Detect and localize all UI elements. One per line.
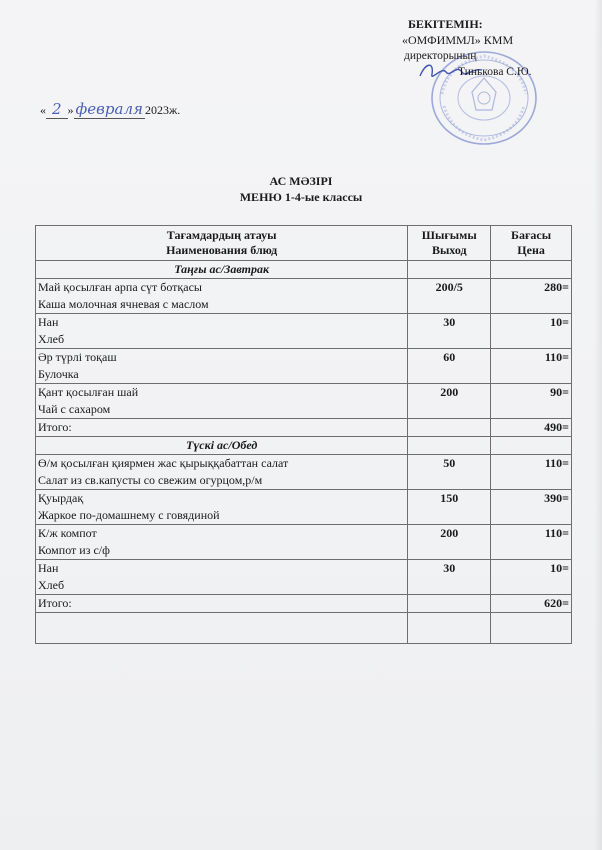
paper-edge-shadow (594, 0, 602, 850)
dish-name-cell (36, 279, 408, 314)
total-label: Итого: (36, 419, 408, 437)
empty-cell (408, 419, 491, 437)
section-title-lunch: Түскі ас/Обед (36, 437, 408, 455)
header-output (408, 226, 491, 261)
dish-output: 30 (408, 314, 491, 349)
dish-name-cell (36, 525, 408, 560)
approval-director-name: Тинькова С.Ю. (458, 66, 532, 78)
total-label: Итого: (36, 595, 408, 613)
total-row-lunch (36, 595, 572, 613)
table-row (36, 525, 572, 560)
total-value: 490= (491, 419, 572, 437)
dish-price: 110= (491, 525, 572, 560)
dish-name-cell (36, 384, 408, 419)
document-date (40, 100, 180, 119)
dish-price: 110= (491, 455, 572, 490)
dish-price: 390= (491, 490, 572, 525)
approval-title: БЕКІТЕМІН: (408, 17, 483, 31)
dish-output: 30 (408, 560, 491, 595)
date-day: 2 (46, 100, 68, 119)
header-dish-name-kz: Тағамдардың атауы (166, 228, 277, 242)
dish-name-kz: Қуырдақ (38, 491, 84, 505)
menu-title-kz: АС МӘЗІРІ (269, 174, 333, 188)
section-title-breakfast: Таңғы ас/Завтрак (36, 261, 408, 279)
header-price-kz: Бағасы (511, 228, 552, 242)
dish-name-ru: Хлеб (38, 578, 65, 592)
dish-name-ru: Булочка (38, 367, 79, 381)
menu-title-ru: МЕНЮ 1-4-ые классы (239, 190, 363, 204)
empty-cell (408, 613, 491, 644)
dish-name-cell (36, 455, 408, 490)
table-header-row (36, 226, 572, 261)
approval-organization: «ОМФИММЛ» КММ (402, 33, 514, 47)
dish-output: 200 (408, 525, 491, 560)
dish-name-kz: Нан (38, 561, 59, 575)
header-dish-name-ru: Наименования блюд (166, 243, 278, 257)
header-output-kz: Шығымы (421, 228, 477, 242)
section-row-lunch (36, 437, 572, 455)
table-row (36, 560, 572, 595)
dish-name-ru: Жаркое по-домашнему с говядиной (38, 508, 220, 522)
table-row (36, 314, 572, 349)
table-row (36, 455, 572, 490)
date-close-quote: » (67, 103, 74, 117)
header-price-ru: Цена (517, 243, 545, 257)
dish-price: 90= (491, 384, 572, 419)
dish-name-cell (36, 490, 408, 525)
empty-cell (408, 437, 491, 455)
total-value: 620= (491, 595, 572, 613)
dish-price: 10= (491, 560, 572, 595)
section-row-breakfast (36, 261, 572, 279)
approval-block (402, 16, 592, 80)
dish-name-kz: К/ж компот (38, 526, 97, 540)
dish-name-ru: Каша молочная ячневая с маслом (38, 297, 209, 311)
total-row-breakfast (36, 419, 572, 437)
dish-output: 150 (408, 490, 491, 525)
dish-name-kz: Қант қосылған шай (38, 385, 139, 399)
dish-name-kz: Нан (38, 315, 59, 329)
dish-name-ru: Хлеб (38, 332, 65, 346)
empty-cell (36, 613, 408, 644)
date-month: февраля (75, 100, 143, 118)
dish-name-kz: Май қосылған арпа сүт ботқасы (38, 280, 202, 294)
menu-table (35, 225, 572, 644)
empty-cell (491, 437, 572, 455)
dish-name-kz: Әр түрлі тоқаш (38, 350, 117, 364)
table-row (36, 490, 572, 525)
empty-cell (408, 595, 491, 613)
dish-name-cell (36, 314, 408, 349)
dish-output: 60 (408, 349, 491, 384)
dish-name-ru: Компот из с/ф (38, 543, 110, 557)
table-row (36, 279, 572, 314)
empty-cell (408, 261, 491, 279)
dish-price: 110= (491, 349, 572, 384)
table-row (36, 349, 572, 384)
empty-cell (491, 261, 572, 279)
dish-name-cell (36, 349, 408, 384)
table-row (36, 384, 572, 419)
date-open-quote: « (40, 103, 46, 117)
dish-output: 200/5 (408, 279, 491, 314)
dish-price: 280= (491, 279, 572, 314)
dish-name-kz: Ө/м қосылған қиярмен жас қырыққабаттан салат (38, 456, 289, 470)
header-price (491, 226, 572, 261)
blank-row (36, 613, 572, 644)
dish-name-ru: Чай с сахаром (38, 402, 111, 416)
dish-output: 50 (408, 455, 491, 490)
approval-role: директорының (404, 50, 477, 62)
dish-output: 200 (408, 384, 491, 419)
dish-name-ru: Салат из св.капусты со свежим огурцом,р/м (38, 473, 263, 487)
dish-name-cell (36, 560, 408, 595)
date-year: 2023ж. (144, 103, 181, 117)
header-output-ru: Выход (431, 243, 467, 257)
empty-cell (491, 613, 572, 644)
dish-price: 10= (491, 314, 572, 349)
header-dish-name (36, 226, 408, 261)
